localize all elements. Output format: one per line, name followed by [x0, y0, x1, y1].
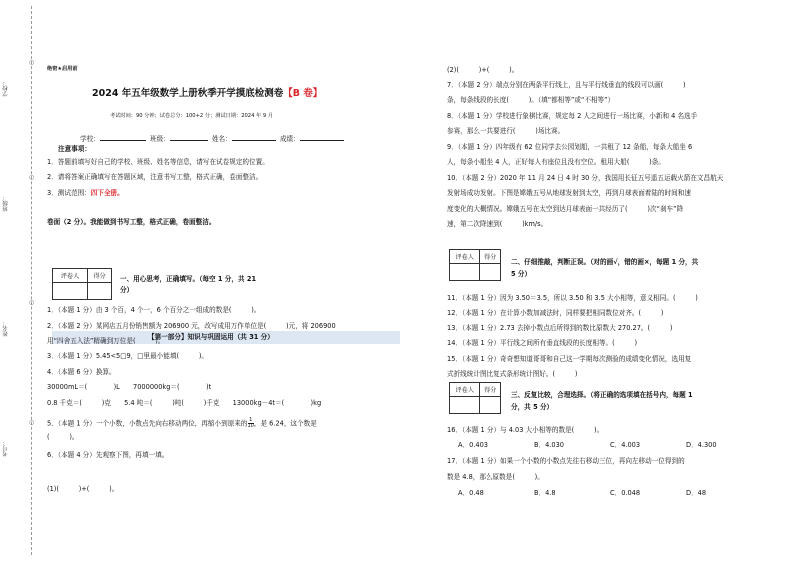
section2-heading: 二、仔细推敲，判断正误。（对的画√，错的画×，每题 1 分，共: [511, 258, 699, 266]
question-10-line2: 发射场成功发射。下图是嫦娥五号从地球发射到太空，再到月球表面着陆的时间和速: [447, 189, 691, 197]
option-d[interactable]: D．4.300: [686, 441, 717, 449]
question-6: 6．（本题 4 分）先观察下图，再填一填。: [47, 451, 169, 459]
question-17-cont: 数是 4.8，那么原数是( )。: [447, 473, 544, 481]
option-a[interactable]: A．0.403: [458, 441, 488, 449]
grader-header: 评卷人: [450, 250, 480, 264]
score-cell[interactable]: [88, 283, 112, 300]
binding-label-id: 考号：: [3, 440, 9, 457]
notes-heading: 注意事项：: [58, 145, 91, 153]
student-info-row: [80, 134, 344, 143]
fraction-numerator: 1: [249, 417, 253, 423]
page-title: [92, 90, 322, 98]
question-15-cont: 式折线统计图比复式条形统计图好。( ): [447, 370, 578, 378]
question-5-answer: ( )。: [47, 433, 79, 441]
question-15: 15．（本题 1 分）奇奇想知道哥哥和自己这一学期每次测验的成绩变化情况，选用复: [447, 355, 692, 363]
handwriting-note: 卷面（2 分）。我能做到书写工整，格式正确，卷面整洁。: [47, 218, 216, 226]
option-b[interactable]: B．4.030: [534, 441, 564, 449]
binding-circle-mark: ○: [29, 299, 35, 306]
fraction-denominator: 10: [247, 423, 254, 429]
test-scope: 四下全册。: [90, 189, 124, 197]
question-8-cont: 参赛，那么一共要进行( )场比赛。: [447, 127, 565, 135]
note-item: 2．请将答案正确填写在答题区域，注意书写工整，格式正确，卷面整洁。: [47, 173, 263, 181]
grader-cell[interactable]: [450, 397, 480, 414]
question-2: 2．（本题 2 分）某网店五月份销售额为 206900 元，改写成用万作单位是( )元，将 206900: [47, 322, 336, 330]
note-item: 1．答题前填写好自己的学校、班级、姓名等信息，请写在试卷规定的位置。: [47, 158, 269, 166]
name-field[interactable]: [232, 134, 276, 141]
score-cell[interactable]: [480, 397, 501, 414]
question-17-options: [458, 489, 746, 497]
question-7-cont: 条，每条线段的长度( )。（填“都相等”或“不相等”）: [447, 96, 615, 104]
grader-header: 评卷人: [53, 269, 88, 283]
question-10-line4: 速，第二次降速到( )km/s。: [447, 220, 548, 228]
section3-heading: 三、反复比较，合理选择。（将正确的选项填在括号内，每题 1: [511, 391, 693, 399]
question-11: 11．（本题 1 分）因为 3.50＝3.5，所以 3.50 和 3.5 大小相等，意义相同。( ): [447, 294, 698, 302]
score-table-section2: [449, 249, 501, 281]
binding-label-class: 班级：: [3, 195, 9, 212]
question-9-cont: 人，每条小船坐 4 人，正好每人有座位且没有空位。租用大船( )条。: [447, 158, 665, 166]
question-6-part2: (2)( )+( )。: [447, 66, 519, 74]
binding-circle-mark: ○: [29, 59, 35, 66]
question-12: 12．（本题 1 分）在计算小数加减法时，同样要把相同数位对齐。( ): [447, 309, 664, 317]
question-8: 8．（本题 1 分）学校进行象棋比赛，规定每 2 人之间进行一场比赛，小新和 4 名选手: [447, 112, 698, 120]
school-field[interactable]: [100, 134, 146, 141]
question-16: 16．（本题 1 分）与 4.03 大小相等的数是( )。: [447, 426, 604, 434]
binding-margin: [0, 0, 36, 561]
binding-circle-mark: ○: [29, 419, 35, 426]
question-4-row1: 30000mL＝( )L 7000000kg＝( )t: [47, 383, 212, 391]
part1-title: 【第一部分】知识与巩固运用（共 31 分）: [148, 333, 274, 341]
binding-dashed-line: [29, 6, 35, 555]
option-d[interactable]: D．48: [686, 489, 707, 497]
question-6-part1: (1)( )+( )。: [47, 485, 119, 493]
question-5-text-cont: ，是 6.24，这个数是: [253, 419, 317, 428]
question-4-row2: 0.8 千克＝( )克 5.4 吨＝( )吨( )千克 13000kg－4t＝( )kg: [47, 399, 322, 407]
score-cell[interactable]: [480, 264, 501, 281]
section1-heading-cont: 分）: [120, 286, 134, 294]
question-5-text: 5．（本题 1 分）一个小数，小数点先向右移动两位，再缩小到原来的: [47, 419, 248, 428]
binding-circle-mark: ○: [29, 174, 35, 181]
option-a[interactable]: A．0.48: [458, 489, 484, 497]
question-10-line3: 度变化的大概情况。嫦娥五号在太空到达月球表面一共经历了( )次“刹车”降: [447, 205, 684, 213]
binding-label-name: 姓名：: [3, 320, 9, 337]
question-4: 4．（本题 6 分）换算。: [47, 368, 116, 376]
option-c[interactable]: C．0.048: [610, 489, 641, 497]
score-field[interactable]: [300, 134, 344, 141]
score-header: 得分: [480, 383, 501, 397]
volume-label: 【B 卷】: [283, 88, 323, 99]
section3-heading-cont: 分，共 5 分）: [511, 403, 554, 411]
grader-header: 评卷人: [450, 383, 480, 397]
score-label: 成绩：: [279, 135, 300, 143]
grader-cell[interactable]: [450, 264, 480, 281]
class-label: 班级：: [149, 135, 170, 143]
question-14: 14．（本题 1 分）平行线之间所有垂直线段的长度相等。( ): [447, 339, 638, 347]
title-text: 2024 年五年级数学上册秋季开学摸底检测卷: [92, 88, 284, 99]
school-label: 学校：: [80, 135, 100, 143]
question-16-options: [458, 441, 746, 449]
binding-label-school: 学校：: [3, 80, 9, 97]
question-17: 17．（本题 1 分）如果一个小数的小数点先往右移动三位，再向左移动一位得到的: [447, 457, 685, 465]
name-label: 姓名：: [211, 135, 232, 143]
grader-cell[interactable]: [53, 283, 88, 300]
question-1: 1．（本题 1 分）由 3 个百，4 个一，6 个百分之一组成的数是( )。: [47, 306, 261, 314]
question-13: 13．（本题 1 分）2.73 去掉小数点后所得到的数比原数大 270.27。( ): [447, 324, 673, 332]
option-b[interactable]: B．4.8: [534, 489, 556, 497]
question-10: 10．（本题 2 分）2020 年 11 月 24 日 4 时 30 分，我国用长征五号遥五运载火箭在文昌航天: [447, 174, 724, 182]
secret-label: 绝密★启用前: [47, 66, 78, 72]
section2-heading-cont: 5 分）: [511, 270, 532, 278]
note-item-prefix: 3．测试范围：: [47, 189, 91, 197]
score-table-section3: [449, 382, 501, 414]
question-9: 9．（本题 1 分）四年级有 62 位同学去公园划船，一共租了 12 条船，每条大船坐 6: [447, 143, 693, 151]
note-item: [47, 189, 124, 197]
score-header: 得分: [480, 250, 501, 264]
question-3: 3．（本题 1 分）5.45<5□9，□里最小能填( )。: [47, 352, 208, 360]
question-2-cont: 用“四舍五入法”精确到万位是( )。: [47, 337, 165, 345]
score-table: [52, 268, 112, 300]
class-field[interactable]: [170, 134, 208, 141]
option-c[interactable]: C．4.003: [610, 441, 641, 449]
question-5: [47, 418, 317, 429]
exam-meta: 考试时间：90 分钟；试卷总分：100+2 分；测试日期：2024 年 9 月: [110, 113, 274, 119]
section1-heading: 一、用心思考，正确填写。（每空 1 分，共 21: [120, 275, 257, 283]
question-7: 7．（本题 2 分）端点分别在两条平行线上，且与平行线垂直的线段可以画( ): [447, 81, 686, 89]
score-header: 得分: [88, 269, 112, 283]
